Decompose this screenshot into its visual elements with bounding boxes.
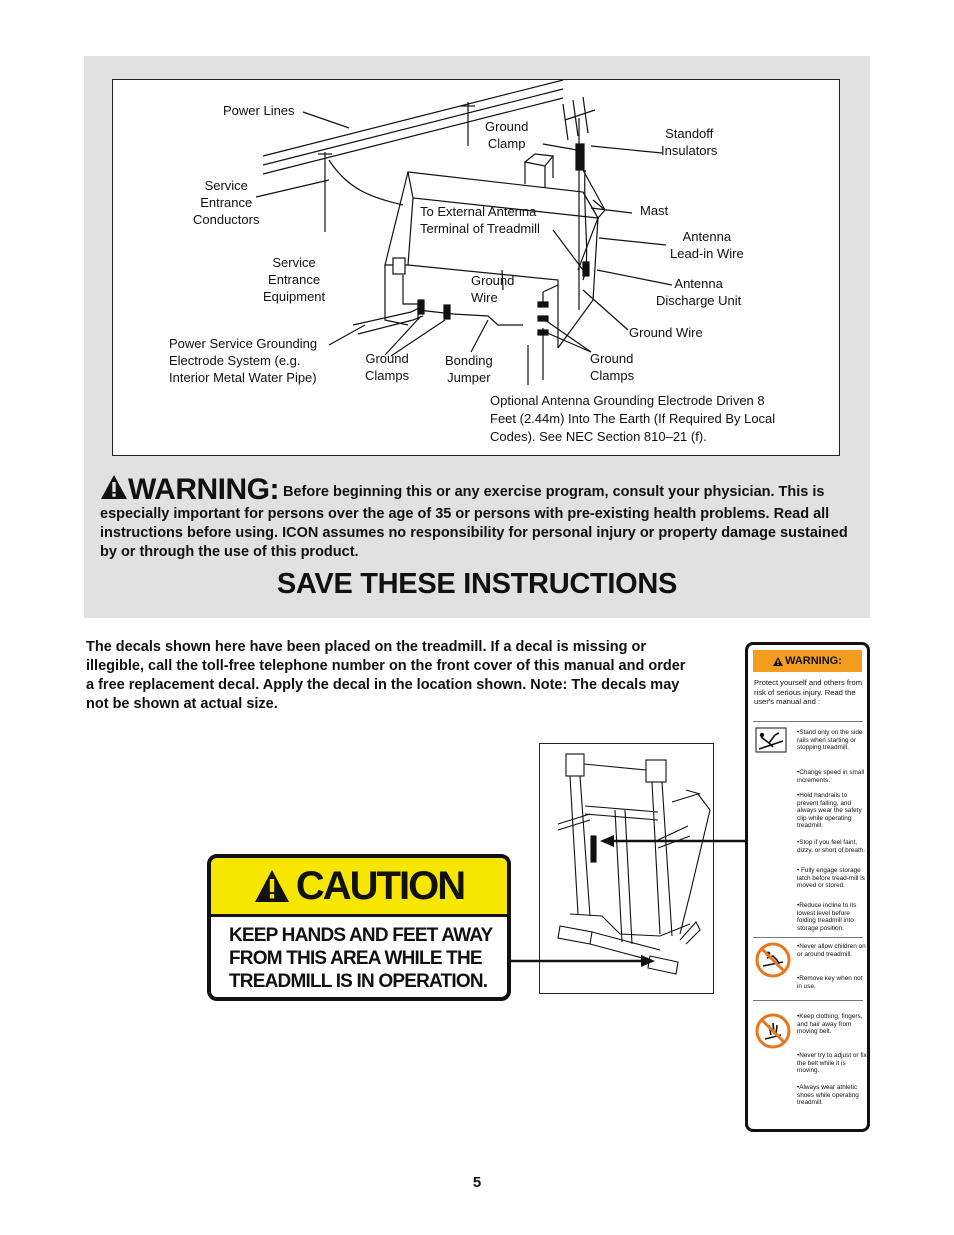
label-ground-clamp: Ground Clamp [485, 119, 529, 151]
warning-decal-item-6: •Reduce incline to its lowest level before folding treadmill into storage position. [797, 902, 857, 932]
warning-decal [745, 642, 870, 1132]
warning-decal-item-8: •Remove key when not in use. [797, 975, 863, 990]
keep-hands-away-icon [755, 1013, 791, 1049]
warning-decal-item-11: •Always wear athletic shoes while operating treadmill. [797, 1084, 859, 1107]
caution-triangle-icon [254, 869, 290, 903]
label-optional-antenna-electrode: Optional Antenna Grounding Electrode Driven 8 Feet (2.44m) Into The Earth (If Required By Local Codes). See NEC Section 810–21 (f). [490, 393, 776, 444]
warning-decal-item-2: •Change speed in small increments. [797, 769, 865, 784]
warning-decal-item-4: •Stop if you feel faint, dizzy, or short of breath. [797, 839, 866, 854]
no-children-icon [755, 942, 791, 978]
label-bonding-jumper: Bonding Jumper [445, 353, 493, 385]
warning-decal-divider [753, 721, 863, 722]
warning-decal-item-5: • Fully engage storage latch before tread-mill is moved or stored. [797, 867, 865, 890]
warning-decal-item-3: •Hold handrails to prevent falling, and always wear the safety clip while operating treadmill. [797, 792, 862, 830]
warning-paragraph [100, 474, 860, 562]
label-antenna-discharge-unit: Antenna Discharge Unit [656, 276, 742, 308]
treadmill-illustration [539, 743, 714, 994]
label-power-lines: Power Lines [223, 103, 295, 118]
warning-decal-item-7: •Never allow children on or around treadmill. [797, 943, 866, 958]
warning-decal-intro: Protect yourself and others from risk of serious injury. Read the user's manual and : [754, 678, 863, 706]
warning-decal-header [753, 650, 862, 672]
warning-decal-triangle-icon [773, 657, 783, 666]
warning-decal-divider [753, 1000, 863, 1001]
warning-triangle-icon [100, 474, 128, 500]
label-external-antenna-terminal: To External Antenna Terminal of Treadmill [420, 204, 540, 236]
page-number: 5 [472, 1174, 482, 1191]
stand-on-rails-icon [755, 727, 787, 753]
label-power-service-grounding: Power Service Grounding Electrode System (e.g. Interior Metal Water Pipe) [169, 336, 318, 385]
warning-decal-item-10: •Never try to adjust or fix the belt while it is moving. [797, 1052, 867, 1075]
warning-decal-divider [753, 937, 863, 938]
warning-heading: WARNING: [128, 473, 279, 506]
warning-text: Before beginning this or any exercise program, consult your physician. This is especially important for persons over the age of 35 or persons with pre-existing health problems. Read all instructions before using. ICON assumes no responsibility for personal injury or property damage sustained by or through the use of this product. [100, 484, 848, 560]
antenna-grounding-diagram [112, 79, 840, 456]
warning-decal-heading: WARNING: [785, 655, 842, 667]
caution-heading: CAUTION [295, 863, 465, 908]
label-service-entrance-conductors: Service Entrance Conductors [193, 178, 260, 227]
save-instructions-heading: SAVE THESE INSTRUCTIONS [276, 568, 678, 600]
decal-intro-text: The decals shown here have been placed on the treadmill. If a decal is missing or illegible, call the toll-free telephone number on the front cover of this manual and order a free replacement decal. Apply the decal in the location shown. Note: The decals may not be shown at actual size. [86, 639, 686, 712]
treadmill-drawing [540, 744, 715, 995]
label-standoff-insulators: Standoff Insulators [661, 126, 718, 158]
warning-decal-item-1: •Stand only on the side rails when starting or stopping treadmill. [797, 729, 863, 752]
label-antenna-lead-in-wire: Antenna Lead-in Wire [670, 229, 744, 261]
warning-decal-item-9: •Keep clothing, fingers, and hair away from moving belt. [797, 1013, 863, 1036]
caution-text: KEEP HANDS AND FEET AWAY FROM THIS AREA WHILE THE TREADMILL IS IN OPERATION. [229, 925, 493, 992]
caution-decal [207, 854, 511, 1001]
caution-header [211, 858, 507, 917]
label-ground-clamps-right: Ground Clamps [590, 351, 635, 383]
label-ground-wire-right: Ground Wire [629, 325, 703, 340]
label-mast: Mast [640, 203, 669, 218]
label-ground-clamps-left: Ground Clamps [365, 351, 410, 383]
label-ground-wire-center: Ground Wire [471, 273, 515, 305]
label-service-entrance-equipment: Service Entrance Equipment [263, 255, 326, 304]
